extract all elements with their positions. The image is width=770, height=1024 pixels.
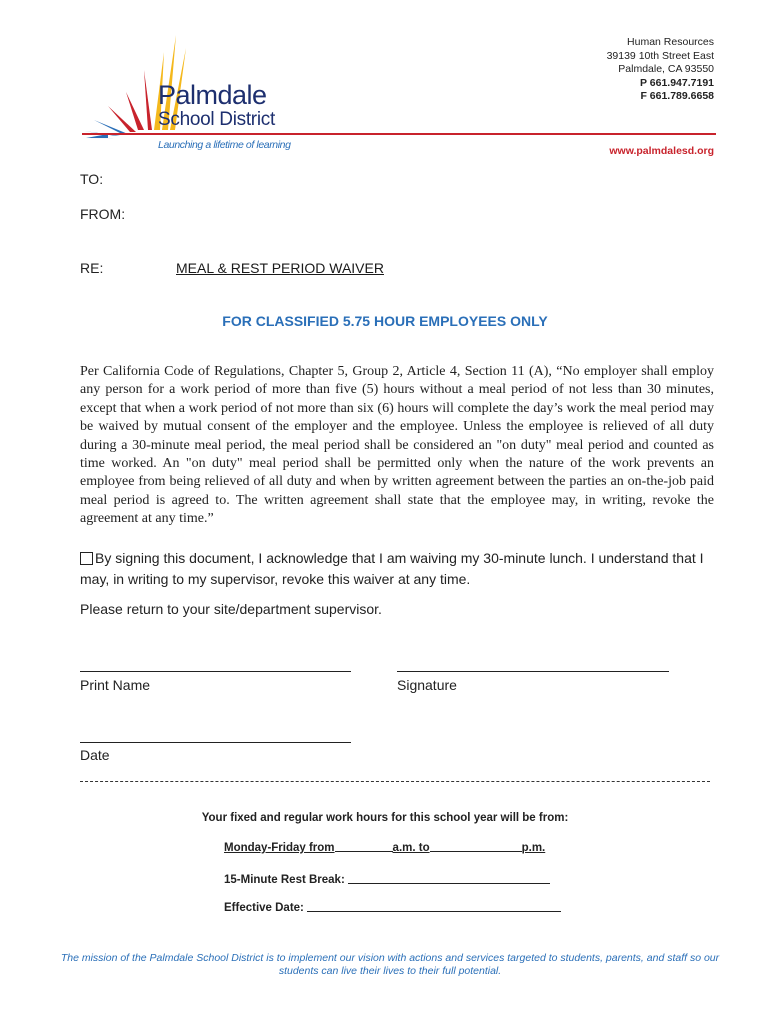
signature-line[interactable] [397, 671, 669, 672]
acknowledgement [80, 548, 720, 590]
phone-number: P 661.947.7191 [640, 76, 714, 89]
mission-statement: The mission of the Palmdale School District is to implement our vision with actions and services targeted to students, parents, and staff so our students can live their lives to their full potential. [60, 952, 720, 977]
start-time-blank[interactable] [335, 851, 393, 852]
signature-label: Signature [397, 677, 457, 693]
contact-line: 39139 10th Street East [606, 49, 714, 62]
hours-title: Your fixed and regular work hours for this school year will be from: [201, 812, 569, 824]
fax-number: F 661.789.6658 [640, 90, 714, 102]
logo-tagline: Launching a lifetime of learning [158, 139, 291, 151]
hours-row [224, 842, 545, 854]
effective-date-label: Effective Date: [224, 902, 304, 914]
return-instruction: Please return to your site/department supervisor. [80, 601, 382, 617]
print-name-line[interactable] [80, 671, 351, 672]
acknowledgement-text: By signing this document, I acknowledge that I am waiving my 30-minute lunch. I understand that I may, in writing to my supervisor, revoke this waiver at any time. [80, 550, 704, 587]
pm-label: p.m. [521, 842, 546, 854]
rest-break-label: 15-Minute Rest Break: [224, 874, 345, 886]
rest-break-blank[interactable] [348, 883, 550, 884]
contact-block [607, 36, 714, 104]
regulation-paragraph: Per California Code of Regulations, Chapter 5, Group 2, Article 4, Section 11 (A), “No employer shall employ any person for a work period of more than five (5) hours without a meal period of not less than 30 minutes, except that when a work period of not more than six (6) hours will complete the day’s work the meal period may be waived by mutual consent of the employer and the employee. Unless the employee is relieved of all duty during a 30-minute meal period, the meal period shall be considered an "on duty" meal period and counted as time worked. An "on duty" meal period shall be permitted only when the nature of the work prevents an employee from being relieved of all duty and when by written agreement between the parties an on-the-job paid meal period is agreed to. The written agreement shall state that the employee may, in writing, revoke the agreement at any time.” [80, 364, 714, 527]
logo-subtitle: School District [158, 109, 275, 130]
re-label: RE: [80, 260, 104, 276]
date-line[interactable] [80, 742, 351, 743]
website-link[interactable]: www.palmdalesd.org [609, 145, 714, 157]
re-subject: MEAL & REST PERIOD WAIVER [176, 260, 384, 276]
effective-date-blank[interactable] [307, 911, 561, 912]
contact-line: Palmdale, CA 93550 [618, 63, 714, 75]
days-label: Monday-Friday from [224, 842, 335, 854]
rest-break-row [224, 874, 550, 886]
from-label: FROM: [80, 206, 126, 222]
logo-wordmark: Palmdale [158, 80, 267, 110]
contact-line: Human Resources [627, 36, 714, 48]
waiver-checkbox[interactable] [80, 552, 93, 565]
end-time-blank[interactable] [430, 851, 522, 852]
header-rule [82, 133, 716, 135]
date-label: Date [80, 747, 110, 763]
form-subtitle: FOR CLASSIFIED 5.75 HOUR EMPLOYEES ONLY [222, 313, 548, 329]
print-name-label: Print Name [80, 677, 151, 693]
effective-date-row [224, 902, 561, 914]
to-label: TO: [80, 171, 104, 187]
dashed-divider [80, 781, 710, 782]
am-label: a.m. to [392, 842, 430, 854]
